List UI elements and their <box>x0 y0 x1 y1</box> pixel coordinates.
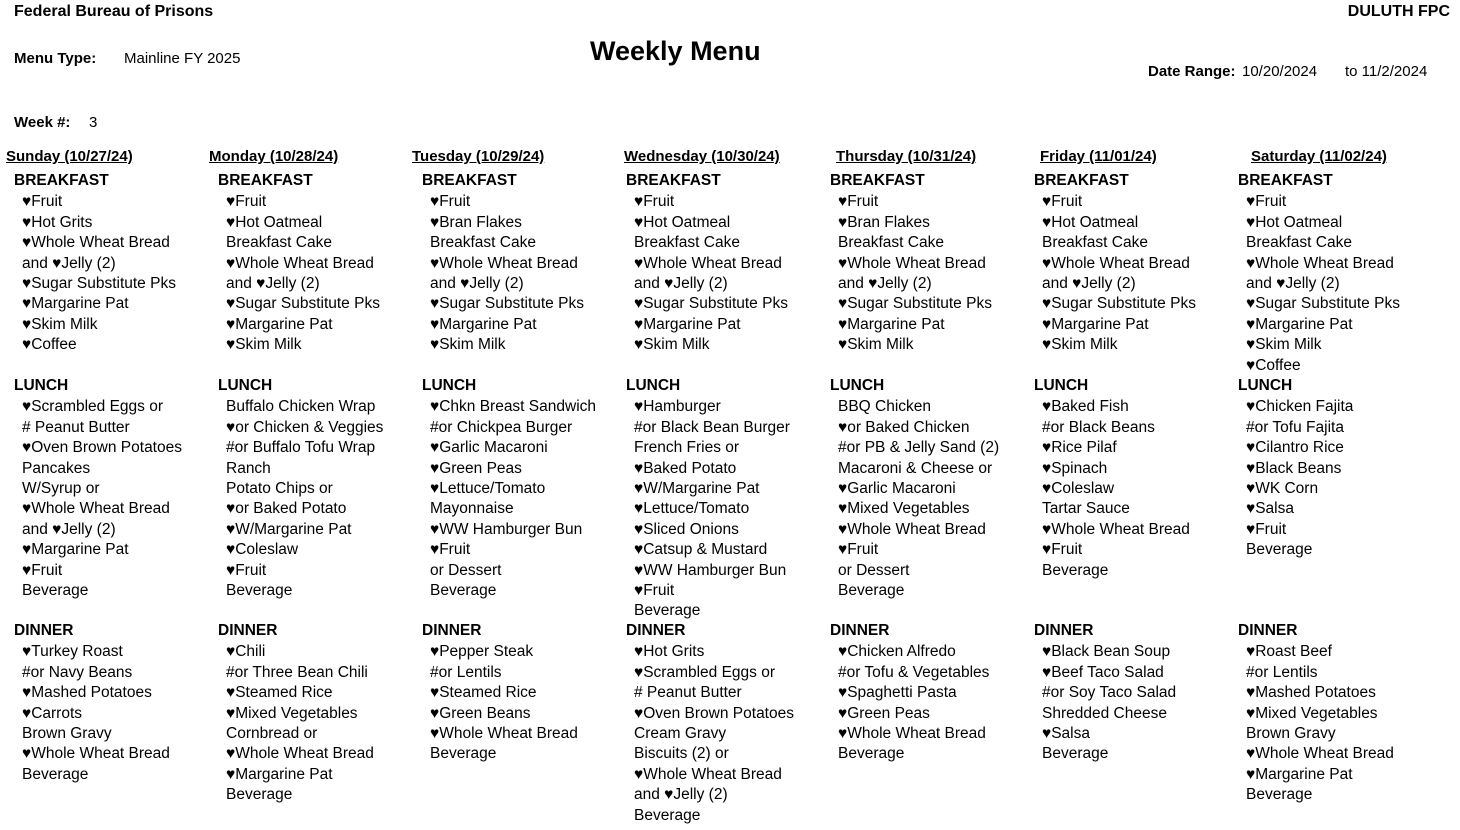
menu-item: ♥Whole Wheat Bread <box>22 234 170 252</box>
menu-item: ♥Skim Milk <box>1246 336 1322 354</box>
menu-item: ♥Rice Pilaf <box>1042 439 1117 457</box>
menu-item: ♥Sugar Substitute Pks <box>1042 295 1196 313</box>
menu-item: ♥Fruit <box>22 193 63 211</box>
menu-item: ♥Skim Milk <box>838 336 914 354</box>
dinner-title: DINNER <box>830 622 890 639</box>
menu-item: ♥Roast Beef <box>1246 643 1332 661</box>
menu-item: ♥Margarine Pat <box>634 315 741 333</box>
menu-item: ♥or Chicken & Veggies <box>226 418 384 436</box>
menu-item: or Dessert <box>838 561 910 579</box>
breakfast-title: BREAKFAST <box>14 172 109 189</box>
menu-item: ♥Bran Flakes <box>838 213 930 231</box>
menu-item: Beverage <box>1246 786 1313 804</box>
menu-item: ♥Mixed Vegetables <box>226 704 358 722</box>
lunch-title: LUNCH <box>14 377 69 394</box>
menu-item: Brown Gravy <box>1246 725 1336 742</box>
menu-item: ♥Black Bean Soup <box>1042 643 1171 661</box>
menu-item: Cornbread or <box>226 725 318 742</box>
menu-item: ♥Cilantro Rice <box>1246 439 1344 457</box>
menu-item: Beverage <box>226 582 293 599</box>
menu-item: ♥Whole Wheat Bread <box>1042 254 1190 272</box>
menu-item: Beverage <box>430 582 497 599</box>
menu-item: ♥Oven Brown Potatoes <box>22 439 182 457</box>
menu-item: #or PB & Jelly Sand (2) <box>838 439 1000 457</box>
breakfast-title: BREAKFAST <box>830 172 925 189</box>
menu-item: #or Lentils <box>430 663 502 681</box>
menu-item: ♥Chili <box>226 643 266 661</box>
menu-item: #or Tofu & Vegetables <box>838 663 990 681</box>
menu-item: ♥Fruit <box>1042 193 1083 211</box>
lunch-title: LUNCH <box>626 377 681 394</box>
menu-item: Brown Gravy <box>22 725 112 742</box>
menu-item: ♥or Baked Potato <box>226 500 347 518</box>
menu-item: ♥Whole Wheat Bread <box>1042 520 1190 538</box>
menu-item: ♥Pepper Steak <box>430 643 534 661</box>
menu-item: ♥Hot Oatmeal <box>1042 213 1139 231</box>
menu-item: ♥Skim Milk <box>226 336 302 354</box>
day-header: Wednesday (10/30/24) <box>624 148 780 165</box>
menu-item: Breakfast Cake <box>838 234 944 252</box>
menu-item: ♥Coleslaw <box>226 541 299 559</box>
menu-item: ♥Whole Wheat Bread <box>430 254 578 272</box>
menu-item: #or Lentils <box>1246 663 1318 681</box>
menu-item: Beverage <box>226 786 293 804</box>
menu-item: BBQ Chicken <box>838 398 932 416</box>
menu-item: ♥Steamed Rice <box>226 684 333 702</box>
menu-item: ♥Black Beans <box>1246 459 1342 477</box>
day-header: Monday (10/28/24) <box>209 148 339 165</box>
menu-item: ♥Margarine Pat <box>22 541 129 559</box>
menu-item: W/Syrup or <box>22 480 100 497</box>
day-header: Sunday (10/27/24) <box>6 148 133 165</box>
breakfast-title: BREAKFAST <box>422 172 517 189</box>
breakfast-title: BREAKFAST <box>1034 172 1129 189</box>
menu-item: ♥Scrambled Eggs or <box>22 398 164 416</box>
menu-item: ♥Hot Grits <box>634 643 705 661</box>
lunch-title: LUNCH <box>830 377 885 394</box>
lunch-title: LUNCH <box>1034 377 1089 394</box>
menu-item: ♥Lettuce/Tomato <box>430 480 546 497</box>
menu-item: and ♥Jelly (2) <box>1246 275 1340 292</box>
breakfast-title: BREAKFAST <box>1238 172 1333 189</box>
week-value: 3 <box>89 114 98 131</box>
menu-item: Ranch <box>226 459 271 477</box>
menu-item: ♥Catsup & Mustard <box>634 541 768 559</box>
menu-item: ♥Mashed Potatoes <box>22 684 152 702</box>
menu-item: Breakfast Cake <box>1042 234 1148 252</box>
menu-item: Beverage <box>430 745 497 763</box>
menu-item: ♥Margarine Pat <box>1246 315 1353 333</box>
menu-item: ♥Garlic Macaroni <box>838 480 956 497</box>
menu-item: ♥Hot Grits <box>22 213 93 231</box>
menu-item: ♥Whole Wheat Bread <box>430 725 578 742</box>
menu-item: ♥Margarine Pat <box>1042 315 1149 333</box>
day-header: Tuesday (10/29/24) <box>412 148 545 165</box>
menu-item: ♥Hot Oatmeal <box>1246 213 1343 231</box>
menu-item: ♥Margarine Pat <box>22 295 129 313</box>
menu-item: ♥Beef Taco Salad <box>1042 663 1164 681</box>
menu-item: Cream Gravy <box>634 725 727 742</box>
menu-item: and ♥Jelly (2) <box>838 275 932 292</box>
menu-item: Beverage <box>838 745 905 763</box>
menu-item: Beverage <box>22 765 89 783</box>
date-range-label: Date Range: <box>1148 63 1236 80</box>
menu-item: ♥Whole Wheat Bread <box>226 254 374 272</box>
menu-item: Breakfast Cake <box>430 234 536 252</box>
menu-item: ♥Sliced Onions <box>634 520 739 538</box>
menu-item: ♥Fruit <box>22 561 63 579</box>
menu-item: ♥Sugar Substitute Pks <box>634 295 788 313</box>
menu-item: Buffalo Chicken Wrap <box>226 398 376 416</box>
menu-item: ♥WW Hamburger Bun <box>634 561 787 579</box>
menu-item: ♥Sugar Substitute Pks <box>838 295 992 313</box>
menu-item: Macaroni & Cheese or <box>838 459 993 477</box>
menu-item: Breakfast Cake <box>226 234 332 252</box>
menu-item: ♥W/Margarine Pat <box>226 520 352 538</box>
menu-item: #or Black Bean Burger <box>634 418 790 436</box>
menu-item: ♥Fruit <box>1246 193 1287 211</box>
lunch-title: LUNCH <box>1238 377 1293 394</box>
menu-item: Beverage <box>1246 541 1313 559</box>
date-range-start: 10/20/2024 <box>1242 63 1318 80</box>
menu-item: ♥Scrambled Eggs or <box>634 663 776 681</box>
menu-item: #or Navy Beans <box>22 663 133 681</box>
menu-item: Shredded Cheese <box>1042 704 1167 722</box>
menu-item: #or Three Bean Chili <box>226 663 368 681</box>
menu-item: Beverage <box>634 602 701 620</box>
menu-item: ♥Fruit <box>634 193 675 211</box>
menu-item: Mayonnaise <box>430 500 514 518</box>
menu-item: ♥Whole Wheat Bread <box>634 765 782 783</box>
menu-item: ♥Coffee <box>1246 356 1301 374</box>
menu-item: ♥Chkn Breast Sandwich <box>430 398 597 416</box>
dinner-title: DINNER <box>14 622 74 639</box>
menu-item: ♥Baked Fish <box>1042 398 1129 416</box>
menu-item: Breakfast Cake <box>634 234 740 252</box>
menu-item: ♥W/Margarine Pat <box>634 480 760 497</box>
menu-item: ♥Skim Milk <box>430 336 506 354</box>
menu-item: ♥Mashed Potatoes <box>1246 684 1376 702</box>
menu-item: ♥Sugar Substitute Pks <box>1246 295 1400 313</box>
menu-item: ♥Margarine Pat <box>838 315 945 333</box>
menu-item: ♥Salsa <box>1042 725 1090 742</box>
menu-item: ♥Fruit <box>838 541 879 559</box>
menu-item: Beverage <box>634 806 701 824</box>
dinner-title: DINNER <box>422 622 482 639</box>
menu-item: ♥Whole Wheat Bread <box>838 725 986 742</box>
menu-item: ♥Margarine Pat <box>226 765 333 783</box>
menu-item: ♥Chicken Fajita <box>1246 398 1354 416</box>
menu-item: Beverage <box>1042 561 1109 579</box>
menu-item: #or Soy Taco Salad <box>1042 684 1177 702</box>
menu-item: #or Black Beans <box>1042 418 1155 436</box>
menu-item: ♥or Baked Chicken <box>838 418 970 436</box>
menu-item: Potato Chips or <box>226 480 333 497</box>
menu-item: Tartar Sauce <box>1042 500 1130 518</box>
menu-item: or Dessert <box>430 561 502 579</box>
menu-item: ♥Lettuce/Tomato <box>634 500 750 518</box>
facility-name: DULUTH FPC <box>1347 3 1450 20</box>
menu-type-value: Mainline FY 2025 <box>124 50 241 67</box>
menu-item: and ♥Jelly (2) <box>226 275 320 292</box>
menu-item: ♥Whole Wheat Bread <box>838 254 986 272</box>
menu-item: ♥Fruit <box>226 193 267 211</box>
day-header: Saturday (11/02/24) <box>1251 148 1387 165</box>
menu-item: ♥Fruit <box>226 561 267 579</box>
dinner-title: DINNER <box>1238 622 1298 639</box>
menu-item: ♥Skim Milk <box>22 315 98 333</box>
menu-item: ♥Garlic Macaroni <box>430 439 548 457</box>
dinner-title: DINNER <box>218 622 278 639</box>
menu-item: ♥Skim Milk <box>634 336 710 354</box>
menu-item: ♥Margarine Pat <box>1246 765 1353 783</box>
menu-item: ♥Whole Wheat Bread <box>634 254 782 272</box>
menu-item: and ♥Jelly (2) <box>22 254 116 272</box>
menu-item: ♥Spaghetti Pasta <box>838 684 957 702</box>
menu-item: ♥Fruit <box>430 541 471 559</box>
menu-item: ♥Green Peas <box>838 704 930 722</box>
menu-item: ♥Fruit <box>430 193 471 211</box>
menu-item: ♥Mixed Vegetables <box>838 500 970 518</box>
menu-item: Beverage <box>22 582 89 599</box>
menu-item: ♥Sugar Substitute Pks <box>226 295 380 313</box>
menu-item: ♥Whole Wheat Bread <box>22 745 170 763</box>
menu-item: and ♥Jelly (2) <box>634 786 728 804</box>
menu-item: ♥WW Hamburger Bun <box>430 520 583 538</box>
menu-item: ♥Whole Wheat Bread <box>226 745 374 763</box>
menu-item: ♥Whole Wheat Bread <box>22 500 170 518</box>
breakfast-title: BREAKFAST <box>218 172 313 189</box>
menu-item: #or Tofu Fajita <box>1246 418 1344 436</box>
menu-item: ♥Fruit <box>1042 541 1083 559</box>
menu-item: and ♥Jelly (2) <box>634 275 728 292</box>
menu-item: ♥Fruit <box>838 193 879 211</box>
menu-item: Beverage <box>838 582 905 599</box>
menu-item: French Fries or <box>634 439 740 457</box>
menu-item: # Peanut Butter <box>634 684 742 702</box>
agency-name: Federal Bureau of Prisons <box>14 3 214 20</box>
menu-item: ♥Turkey Roast <box>22 643 123 661</box>
menu-item: ♥Sugar Substitute Pks <box>430 295 584 313</box>
menu-item: ♥WK Corn <box>1246 480 1319 497</box>
menu-item: ♥Steamed Rice <box>430 684 537 702</box>
dinner-title: DINNER <box>1034 622 1094 639</box>
lunch-title: LUNCH <box>422 377 477 394</box>
menu-item: ♥Fruit <box>634 582 675 599</box>
week-label: Week #: <box>14 114 71 131</box>
menu-item: ♥Whole Wheat Bread <box>838 520 986 538</box>
page-title: Weekly Menu <box>590 36 761 66</box>
menu-item: ♥Fruit <box>1246 520 1287 538</box>
menu-item: Biscuits (2) or <box>634 745 729 763</box>
menu-item: Beverage <box>1042 745 1109 763</box>
day-header: Friday (11/01/24) <box>1040 148 1157 165</box>
menu-item: ♥Whole Wheat Bread <box>1246 745 1394 763</box>
menu-item: and ♥Jelly (2) <box>22 520 116 538</box>
menu-item: ♥Skim Milk <box>1042 336 1118 354</box>
menu-item: ♥Hamburger <box>634 398 721 416</box>
menu-item: ♥Salsa <box>1246 500 1294 518</box>
menu-item: ♥Coleslaw <box>1042 480 1115 497</box>
menu-type-label: Menu Type: <box>14 50 97 67</box>
menu-item: ♥Hot Oatmeal <box>226 213 323 231</box>
menu-item: #or Chickpea Burger <box>430 418 573 436</box>
date-range-end: to 11/2/2024 <box>1345 63 1428 80</box>
dinner-title: DINNER <box>626 622 686 639</box>
menu-item: Breakfast Cake <box>1246 234 1352 252</box>
breakfast-title: BREAKFAST <box>626 172 721 189</box>
menu-item: ♥Spinach <box>1042 459 1108 477</box>
menu-item: Pancakes <box>22 459 91 477</box>
menu-item: ♥Carrots <box>22 704 83 722</box>
menu-item: ♥Green Beans <box>430 704 531 722</box>
menu-item: and ♥Jelly (2) <box>1042 275 1136 292</box>
lunch-title: LUNCH <box>218 377 273 394</box>
menu-item: ♥Hot Oatmeal <box>634 213 731 231</box>
menu-item: ♥Bran Flakes <box>430 213 522 231</box>
menu-item: ♥Baked Potato <box>634 459 737 477</box>
menu-item: ♥Margarine Pat <box>226 315 333 333</box>
menu-item: and ♥Jelly (2) <box>430 275 524 292</box>
menu-item: ♥Margarine Pat <box>430 315 537 333</box>
menu-item: ♥Oven Brown Potatoes <box>634 704 794 722</box>
menu-item: ♥Chicken Alfredo <box>838 643 956 661</box>
menu-item: ♥Mixed Vegetables <box>1246 704 1378 722</box>
menu-item: ♥Green Peas <box>430 459 522 477</box>
day-header: Thursday (10/31/24) <box>836 148 977 165</box>
menu-item: ♥Sugar Substitute Pks <box>22 275 176 292</box>
menu-item: # Peanut Butter <box>22 418 130 436</box>
menu-item: ♥Coffee <box>22 336 77 354</box>
menu-item: ♥Whole Wheat Bread <box>1246 254 1394 272</box>
menu-item: #or Buffalo Tofu Wrap <box>226 439 376 457</box>
